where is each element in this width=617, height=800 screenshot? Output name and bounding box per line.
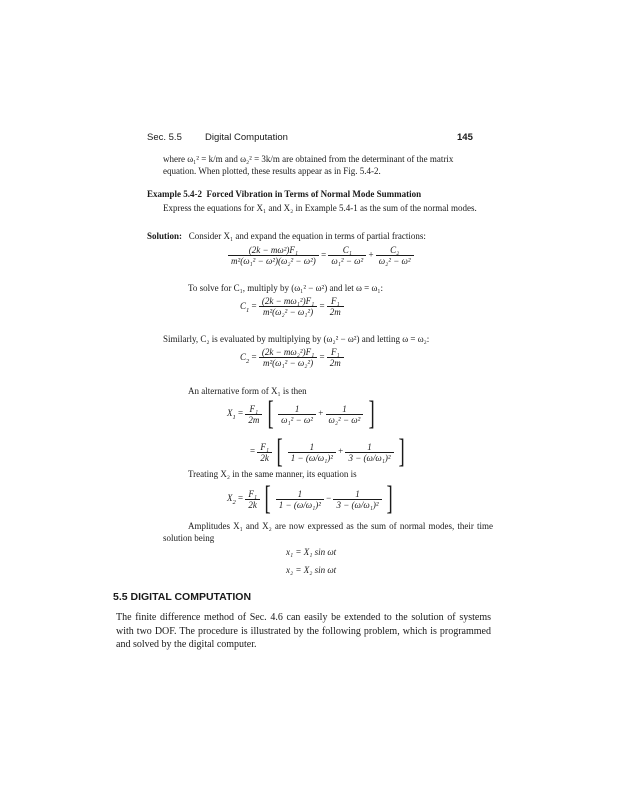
running-header-title: Digital Computation xyxy=(205,132,288,143)
c2-numerator: (2k − mω₂²)F₁ xyxy=(261,347,315,357)
equation-c2: $C_2$ = $\frac{\text{(2k − mω₂²)F₁}}{\text{m²(ω₁² − ω₂²)}}$ = $\frac{\text{F₁}}{2m}$ xyxy=(240,347,344,368)
amplitudes-text: Amplitudes X₁ and X₂ are now expressed as the sum of normal modes, their time solution being xyxy=(163,521,493,543)
eq1-lhs-numerator: (2k − mω²)F₁ xyxy=(248,245,299,255)
x2-term1-numerator: 1 xyxy=(297,488,303,499)
x1b-coef-numerator: F₁ xyxy=(260,441,269,452)
solution-intro: Consider X₁ and expand the equation in terms of partial fractions: xyxy=(188,231,426,241)
c1-instruction: To solve for C₁, multiply by (ω₁² − ω²) and let ω = ω₁: xyxy=(188,283,384,293)
x1b-coef-denominator: 2k xyxy=(257,452,272,463)
x2-term2-denominator: 3 − (ω/ω₁)² xyxy=(333,499,381,510)
equation-x2: $X_2$ = $\frac{\text{F₁}}{2k}$ [ $\frac{1}{\text{1 − (ω/ω₁)²}}$ − $\frac{1}{\text{3 − (ω/ω₁)²}}$ ] xyxy=(227,480,393,517)
solution-intro-line xyxy=(147,230,426,242)
equation-c1: $C_1$ = $\frac{\text{(2k − mω₁²)F₁}}{\text{m²(ω₂² − ω₁²)}}$ = $\frac{\text{F₁}}{2m}$ xyxy=(240,296,344,317)
example-text: Express the equations for X₁ and X₂ in Example 5.4-1 as the sum of the normal modes. xyxy=(163,203,477,213)
section-heading: 5.5 DIGITAL COMPUTATION xyxy=(113,591,252,603)
x1b-term2-denominator: 3 − (ω/ω₁)² xyxy=(345,452,393,463)
x2-coef-denominator: 2k xyxy=(245,499,260,510)
eq1-term1-numerator: C₁ xyxy=(342,245,352,255)
c2-instruction: Similarly, C₂ is evaluated by multiplying by (ω₂² − ω²) and letting ω = ω₂: xyxy=(163,334,430,344)
x1-coef-numerator: F₁ xyxy=(249,403,259,414)
c2-denominator: m²(ω₁² − ω₂²) xyxy=(259,357,317,368)
x1b-term2-numerator: 1 xyxy=(367,441,372,452)
time-solution-x1: x₁ = X₁ sin ωt xyxy=(286,547,337,557)
page-number: 145 xyxy=(457,132,473,143)
example-label: Example 5.4-2 xyxy=(147,189,202,199)
x2-coef-numerator: F₁ xyxy=(248,488,257,499)
c1-denominator: m²(ω₂² − ω₁²) xyxy=(259,306,317,317)
c1-rhs-denominator: 2m xyxy=(327,306,344,317)
solution-label: Solution: xyxy=(147,231,183,241)
eq1-lhs-denominator: m²(ω₁² − ω²)(ω₂² − ω²) xyxy=(228,255,319,266)
eq1-term2-numerator: C₂ xyxy=(390,245,400,255)
x1-coef-denominator: 2m xyxy=(245,414,262,425)
x2-intro-text: Treating X₂ in the same manner, its equation is xyxy=(188,469,357,479)
c2-rhs-numerator: F₁ xyxy=(330,347,340,357)
equation-x1-form1: $X_1$ = $\frac{\text{F₁}}{2m}$ [ $\frac{1}{\text{ω₁² − ω²}}$ + $\frac{1}{\text{ω₂² − ω²}}$ ] xyxy=(227,395,375,432)
eq1-term2-denominator: ω₂² − ω² xyxy=(376,255,414,266)
equation-partial-fractions: $\frac{\text{(2k − mω²)F₁}}{\text{m²(ω₁² − ω²)(ω₂² − ω²)}}$ = $\frac{\text{C₁}}{\text{ω₁² − ω²}}$ + $\frac{\text{C₂}}{\text{ω₂² − ω²}}$ xyxy=(228,245,414,266)
c2-rhs-denominator: 2m xyxy=(327,357,344,368)
x1-term2-denominator: ω₂² − ω² xyxy=(326,414,364,425)
x1-term1-numerator: 1 xyxy=(294,403,300,414)
x1b-term1-numerator: 1 xyxy=(309,441,315,452)
continuation-line-2: equation. When plotted, these results appear as in Fig. 5.4-2. xyxy=(163,166,381,176)
c1-numerator: (2k − mω₁²)F₁ xyxy=(261,296,315,306)
x1-term2-numerator: 1 xyxy=(342,403,347,414)
alternative-form-text: An alternative form of X₁ is then xyxy=(188,386,307,396)
running-header-section: Sec. 5.5 xyxy=(147,132,182,143)
equation-x1-form2: = $\frac{\text{F₁}}{2k}$ [ $\frac{1}{\text{1 − (ω/ω₁)²}}$ + $\frac{1}{\text{3 − (ω/ω₁)²}}$ ] xyxy=(250,433,405,470)
x1-term1-denominator: ω₁² − ω² xyxy=(278,414,316,425)
eq1-term1-denominator: ω₁² − ω² xyxy=(328,255,366,266)
example-title: Forced Vibration in Terms of Normal Mode Summation xyxy=(206,189,422,199)
x2-term1-denominator: 1 − (ω/ω₁)² xyxy=(276,499,324,510)
x1b-term1-denominator: 1 − (ω/ω₁)² xyxy=(288,452,336,463)
section-paragraph: The finite difference method of Sec. 4.6 can easily be extended to the solution of systems with two DOF. The procedure is illustrated by the following problem, which is programmed and solved by the digital computer. xyxy=(116,612,491,650)
continuation-line-1: where ω₁² = k/m and ω₂² = 3k/m are obtained from the determinant of the matrix xyxy=(163,154,454,164)
example-heading xyxy=(147,188,421,200)
x2-term2-numerator: 1 xyxy=(355,488,360,499)
c1-rhs-numerator: F₁ xyxy=(330,296,340,306)
time-solution-x2: x₂ = X₂ sin ωt xyxy=(286,565,337,575)
